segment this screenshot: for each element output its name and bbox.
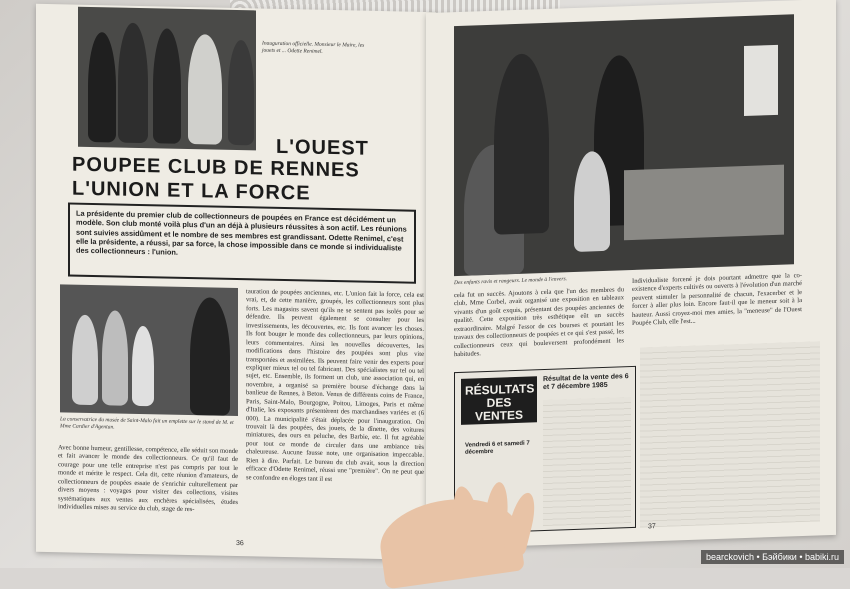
person-figure: [190, 297, 230, 416]
child-figure: [574, 151, 610, 252]
doll-figure: [72, 315, 98, 406]
magazine-page-right: [426, 0, 836, 549]
sales-results-heading: Résultat de la vente des 6 et 7 décembre 1985: [543, 373, 629, 392]
headline-line-2: POUPEE CLUB DE RENNES: [72, 153, 360, 182]
intro-box: La présidente du premier club de collectionneurs de poupées en France est décidément un modèle. Son club monté voilà plus d'un an déjà à plusieurs réussites à son actif. Les réunions sont suivies assidûment et le nombre de ses membres est grandissant. Odette Renimel, c'est elle la présidente, a réussi, par sa force, la chose impossible dans ce monde si individualiste des collectionneurs : l'union.: [68, 202, 416, 283]
right-column-2: Individualiste forcené je dois pourtant admettre que la co-existence d'experts cultivés ou ouverts à l'évolution d'un marché peuvent stimuler la personnalité de chacun, l'exacerber et le forcer à aller plus loin. Encore faut-il que le meneur soit à la hauteur. Aussi croyez-moi mes amies, la "meneuse" de l'Ouest Poupée Club, elle l'est...: [632, 272, 802, 328]
woman-figure: [494, 53, 549, 235]
doll-collection-photo: [60, 284, 238, 416]
inauguration-photo: [78, 7, 256, 151]
person-figure: [118, 23, 148, 144]
top-photo-caption: Inauguration officielle. Monsieur le Maire, les jouets et ... Odette Renimel.: [262, 40, 365, 55]
headline-line-1: L'OUEST: [276, 135, 369, 160]
exhibition-photo: [454, 14, 794, 276]
price-table: [640, 341, 820, 527]
display-poster: [744, 45, 778, 116]
magazine-page-left: [36, 4, 436, 560]
sales-results-list: [543, 397, 631, 526]
page-number-right: 37: [648, 523, 656, 531]
left-column-2: tauration de poupées anciennes, etc. L'union fait la force, cela est vrai, et, de cette manière, groupés, les collectionneurs sont plus forts. Les magasins savent qu'ils ne se sentent pas isolés pour se défendre. Ils peuvent également se consulter pour les investissements, les découvertes, etc. Ils font avancer les choses. Ils font bouger le monde des collectionneurs, par leurs opinions, leurs commentaires. Ainsi les nouvelles découvertes, les modifications dans l'histoire des poupées sont plus vite transportées et assimilées. Ils peuvent faire venir des experts pour expliquer mieux tel ou tel fabricant. Des spécialistes sur tel ou tel sujet, etc. Ensemble, ils forment un club, une association qui, en novembre, a organisé sa première bourse d'échange dans la banlieue de Rennes, à Beton. Venus de différents coins de France, Paris, Saint-Malo, Bourgogne, Poitou, Limoges, Paris et même d'Italie, les exposants présentèrent des marchandises variées et (6 000). La municipalité s'était déplacée pour l'inauguration. On trouvait là des poupées, des jouets, de la dînette, des voitures miniatures, des ours en peluche, des Barbie, etc. Il fut agréable pour tout ce monde de circuler dans une ambiance très chaleureuse. Aucune fausse note, une organisation impeccable. Rien à dire. Parfait. Le bureau du club avait, sous la direction efficace d'Odette Renimel, réussi une "première". On ne peut que se confondre en éloges tant il est: [246, 288, 424, 483]
doll-figure: [132, 326, 154, 406]
doll-photo-caption: La conservatrice du musée de Saint-Malo fait un emplette sur le stand de M. et Mme Cardier d'Agentan.: [60, 416, 234, 431]
person-figure: [228, 40, 254, 146]
toy-display-table: [624, 165, 784, 241]
doll-figure: [102, 310, 128, 406]
exhibition-photo-caption: Des enfants ravis et rangeurs. Le monde à l'envers.: [454, 276, 567, 287]
left-column-1: Avec bonne humeur, gentillesse, compétence, elle séduit son monde et fait avancer le monde des collectionneurs. Ce qu'il faut de courage pour une telle entreprise n'est pas compris par tout le monde et mérite le respect. Cela dit, cette réunion d'amateurs, de collectionneurs de poupées essaie de s'enrichir culturellement par divers moyens : voyages pour visiter des collections, visites systématiques aux ventes aux enchères spécialisées, études individuelles mises au service du club, stage de res-: [58, 444, 238, 514]
right-column-1: cela fut un succès. Ajoutons à cela que l'un des membres du club, Mme Corbel, avait organisé une exposition en tableaux vivants d'un goût exquis, présentant des poupées anciennes de qualité. Cette exposition très esthétique eût un succès extraordinaire. Malgré l'essor de ces bourses et pourtant les travaux des collectionneurs de poupées et ce qui s'est passé, les collectionneurs ceux qui bouleversent profondément les habitudes.: [454, 286, 624, 359]
site-watermark: bearckovich • Бэйбики • babiki.ru: [701, 550, 844, 564]
person-figure: [88, 32, 116, 143]
page-number-left: 36: [236, 540, 244, 548]
person-figure: [153, 28, 181, 144]
headline-line-3: L'UNION ET LA FORCE: [72, 177, 311, 205]
person-figure: [188, 34, 222, 145]
sales-results-title: RÉSULTATS DES VENTES: [461, 376, 537, 425]
sales-results-dates: Vendredi 6 et samedi 7 décembre: [465, 440, 530, 456]
